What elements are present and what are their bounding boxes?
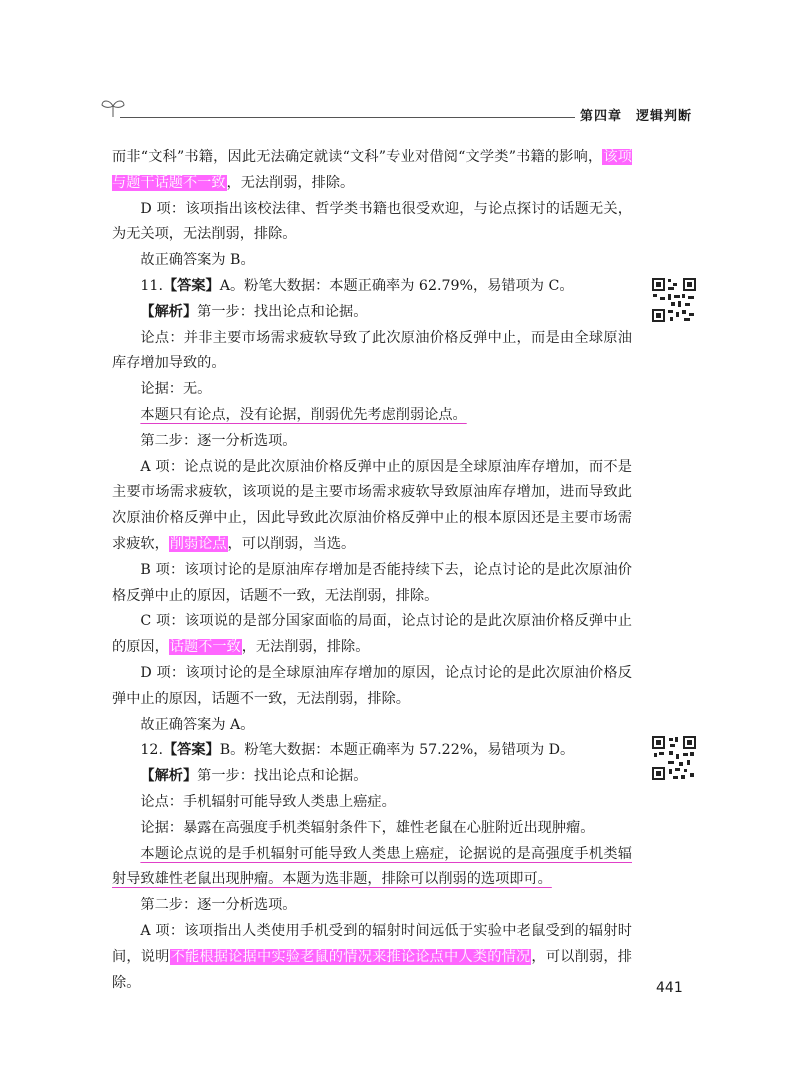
page-number: 441 — [656, 980, 683, 996]
argument-evidence: 论据：无。 — [140, 381, 212, 398]
qr-code-icon[interactable] — [651, 735, 697, 781]
option-b-paragraph: B 项：该项讨论的是原油库存增加是否能持续下去，论点讨论的是此次原油价格反弹中止的原因，话题不一致，无法削弱，排除。 — [112, 561, 632, 604]
step-two: 第二步：逐一分析选项。 — [140, 432, 297, 449]
running-header — [100, 97, 700, 127]
leaf-sprout-icon — [100, 97, 126, 119]
step-two: 第二步：逐一分析选项。 — [140, 897, 297, 914]
option-d-paragraph: D 项：该项讨论的是全球原油库存增加的原因，论点讨论的是此次原油价格反弹中止的原因，话题不一致，无法削弱，排除。 — [112, 664, 632, 707]
answer-tag: 【答案】 — [162, 742, 220, 759]
answer-tag: 【答案】 — [162, 277, 220, 294]
option-c-paragraph: C 项：该项说的是部分国家面临的局面，论点讨论的是此次原油价格反弹中止的原因，话题不一致，无法削弱，排除。 — [112, 613, 632, 656]
page-body — [112, 145, 632, 996]
chapter-heading — [580, 105, 692, 124]
question-12-analysis: 【解析】第一步：找出论点和论据。 — [140, 768, 368, 785]
underlined-note: 本题只有论点，没有论据，削弱优先考虑削弱论点。 — [140, 406, 467, 423]
option-a-paragraph: A 项：该项指出人类使用手机受到的辐射时间远低于实验中老鼠受到的辐射时间，说明不能根据论据中实验老鼠的情况来推论论点中人类的情况，可以削弱，排除。 — [112, 922, 632, 991]
argument-claim: 论点：并非主要市场需求疲软导致了此次原油价格反弹中止，而是由全球原油库存增加导致的。 — [112, 329, 632, 372]
analysis-tag: 【解析】 — [140, 303, 198, 320]
highlight: 削弱论点 — [169, 535, 227, 552]
answer-line: 故正确答案为 B。 — [140, 252, 255, 269]
question-12-answer: 12.【答案】B。粉笔大数据：本题正确率为 57.22%，易错项为 D。 — [140, 742, 575, 759]
analysis-tag: 【解析】 — [140, 768, 198, 785]
qr-code-icon[interactable] — [651, 277, 697, 323]
highlight: 该项与题干话题不一致 — [112, 149, 632, 191]
header-rule — [120, 117, 575, 118]
chapter-number: 第四章 — [579, 109, 622, 124]
highlight: 不能根据论据中实验老鼠的情况来推论论点中人类的情况 — [170, 948, 531, 965]
underlined-note: 本题论点说的是手机辐射可能导致人类患上癌症，论据说的是高强度手机类辐射导致雄性老鼠出现肿瘤。本题为选非题，排除可以削弱的选项即可。 — [112, 845, 632, 888]
paragraph: 而非“文科”书籍，因此无法确定就读“文科”专业对借阅“文学类”书籍的影响，该项与题干话题不一致，无法削弱，排除。 — [112, 149, 632, 191]
argument-evidence: 论据：暴露在高强度手机类辐射条件下，雄性老鼠在心脏附近出现肿瘤。 — [140, 819, 595, 836]
option-d-paragraph: D 项：该项指出该校法律、哲学类书籍也很受欢迎，与论点探讨的话题无关，为无关项，无法削弱，排除。 — [112, 200, 632, 243]
answer-line: 故正确答案为 A。 — [140, 716, 255, 733]
question-11-analysis: 【解析】第一步：找出论点和论据。 — [140, 303, 368, 320]
question-11-answer: 11.【答案】A。粉笔大数据：本题正确率为 62.79%，易错项为 C。 — [140, 277, 574, 294]
option-a-paragraph: A 项：论点说的是此次原油价格反弹中止的原因是全球原油库存增加，而不是主要市场需求疲软，该项说的是主要市场需求疲软导致原油库存增加，进而导致此次原油价格反弹中止，因此导致此次原油价格反弹中止的根本原因还是主要市场需求疲软，削弱论点，可以削弱，当选。 — [112, 458, 632, 552]
chapter-title: 逻辑判断 — [635, 109, 692, 124]
highlight: 话题不一致 — [169, 639, 241, 656]
argument-claim: 论点：手机辐射可能导致人类患上癌症。 — [140, 793, 396, 810]
